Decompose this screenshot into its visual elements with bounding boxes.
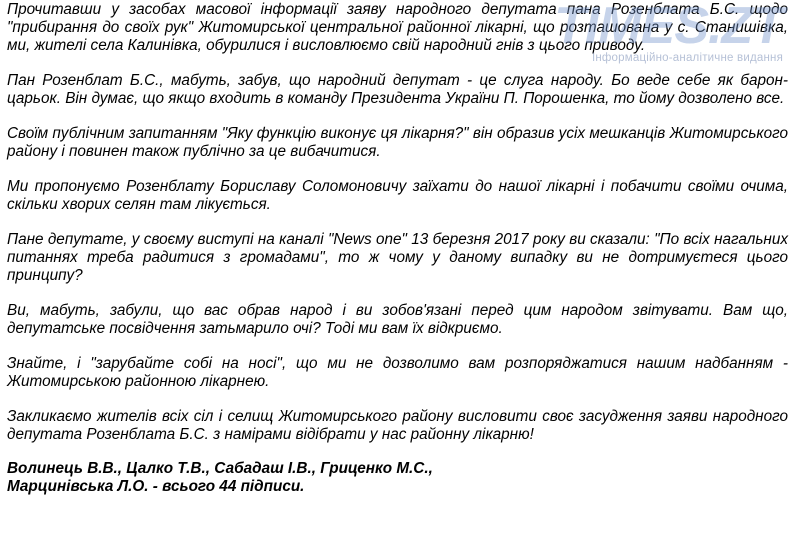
paragraph-3: Своїм публічним запитанням "Яку функцію виконує ця лікарня?" він образив усіх мешканців Житомирського району і повинен також публічно за це вибачитися. [7, 125, 788, 160]
signatures-line-1: Волинець В.В., Цалко Т.В., Сабадаш І.В., Гриценко М.С., [7, 460, 433, 477]
letter-body [7, 0, 788, 513]
signatures [7, 460, 788, 496]
paragraph-1: Прочитавши у засобах масової інформації заяву народного депутата пана Розенблата Б.С. щодо "прибирання до своїх рук" Житомирської центральної районної лікарні, що розташована у с. Станишівка, ми, жителі села Калинівка, обурилися і висловлюємо свій народний гнів з цього приводу. [7, 1, 788, 54]
paragraph-2: Пан Розенблат Б.С., мабуть, забув, що народний депутат - це слуга народу. Бо веде себе як барон-царьок. Він думає, що якщо входить в команду Президента України П. Порошенка, то йому дозволено все. [7, 72, 788, 107]
paragraph-8: Закликаємо жителів всіх сіл і селищ Житомирського району висловити своє засудження заяви народного депутата Розенблата Б.С. з намірами відібрати у нас районну лікарню! [7, 408, 788, 443]
paragraph-6: Ви, мабуть, забули, що вас обрав народ і ви зобов'язані перед цим народом звітувати. Вам що, депутатське посвідчення затьмарило очі? Тоді ми вам їх відкриємо. [7, 302, 788, 337]
signatures-line-2: Марцинівська Л.О. - всього 44 підписи. [7, 478, 305, 495]
paragraph-4: Ми пропонуємо Розенблату Бориславу Соломоновичу заїхати до нашої лікарні і побачити своїми очима, скільки хворих селян там лікується. [7, 178, 788, 213]
watermark-logo: TIMES.ZT [554, 0, 783, 55]
watermark-tagline: Інформаційно-аналітичне видання [591, 52, 783, 64]
paragraph-7: Знайте, і "зарубайте собі на носі", що ми не дозволимо вам розпоряджатися нашим надбанням - Житомирською районною лікарнею. [7, 355, 788, 390]
paragraph-5: Пане депутате, у своєму виступі на каналі "News one" 13 березня 2017 року ви сказали: "По всіх нагальних питаннях треба радитися з громадами", то ж чому у даному випадку ви не дотримуєтеся цього принципу? [7, 231, 788, 284]
